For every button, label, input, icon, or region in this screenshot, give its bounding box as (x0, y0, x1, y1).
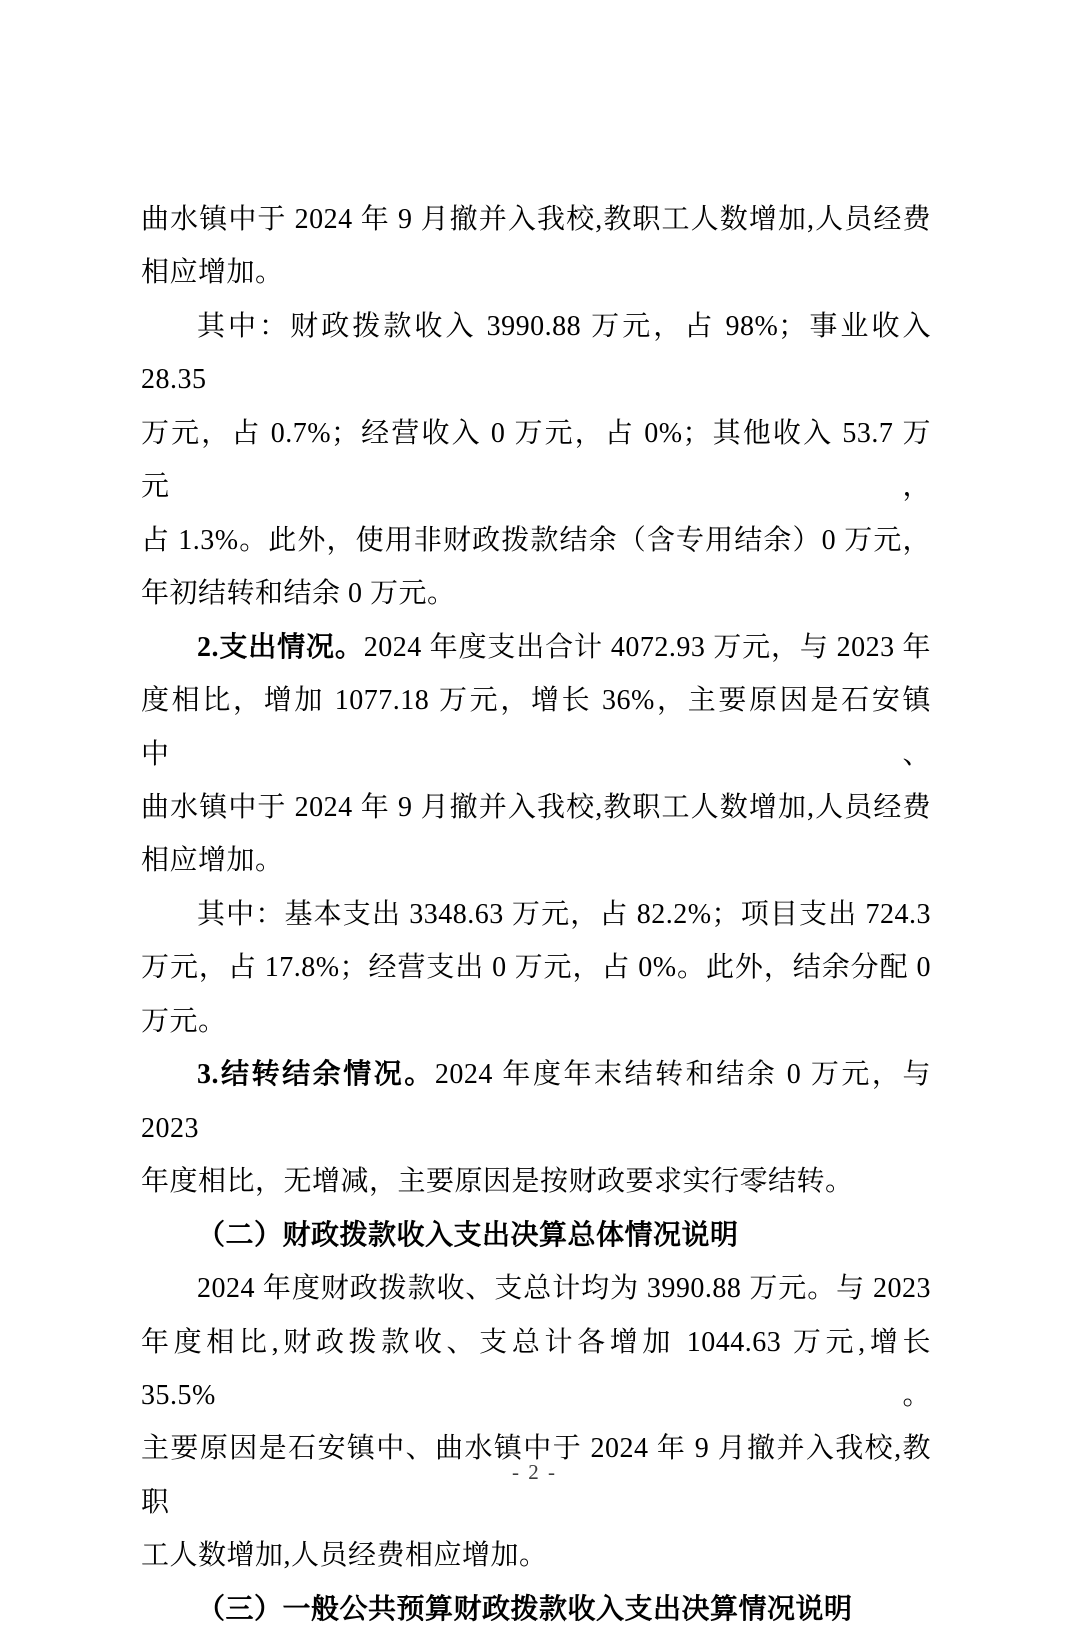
text-line (141, 1155, 931, 1208)
text-line (141, 567, 931, 620)
text-line (141, 888, 931, 941)
bold-lead-expenditure: 2.支出情况。 (197, 631, 364, 663)
line-text: 2024 年度支出合计 4072.93 万元，与 2023 年 (363, 631, 931, 663)
line-text: 曲水镇中于 2024 年 9 月撤并入我校,教职工人数增加,人员经费 (141, 791, 931, 823)
line-text: 年度相比，无增减，主要原因是按财政要求实行零结转。 (141, 1166, 854, 1198)
text-line (141, 1529, 931, 1582)
line-text: 2024 年度财政拨款收、支总计均为 3990.88 万元。与 2023 (197, 1273, 931, 1305)
line-text: 占 1.3%。此外，使用非财政拨款结余（含专用结余）0 万元， (141, 524, 931, 556)
text-line (141, 193, 931, 246)
text-line (141, 300, 931, 407)
bold-lead-carryover: 3.结转结余情况。 (197, 1059, 435, 1091)
text-line (141, 995, 931, 1048)
line-text: 年度相比,财政拨款收、支总计各增加 1044.63 万元,增长 35.5%。 (141, 1326, 931, 1411)
text-line-carryover-start (141, 1048, 931, 1155)
line-text: 曲水镇中于 2024 年 9 月撤并入我校,教职工人数增加,人员经费 (141, 204, 931, 235)
text-line-expenditure-start (141, 621, 931, 674)
text-line (141, 514, 931, 567)
line-text: 万元，占 17.8%；经营支出 0 万元，占 0%。此外，结余分配 0 (141, 952, 931, 984)
section-heading-3 (141, 1583, 931, 1636)
text-line (141, 1316, 931, 1423)
line-text: 万元。 (141, 1005, 227, 1037)
line-text: 2024 年度年末结转和结余 0 万元，与 2023 (141, 1059, 931, 1144)
line-text: 其中：财政拨款收入 3990.88 万元，占 98%；事业收入 28.35 (141, 310, 931, 396)
text-line (141, 941, 931, 994)
text-line (141, 246, 931, 299)
page-number: - 2 - (512, 1460, 557, 1484)
document-body (141, 193, 931, 1636)
text-line (141, 674, 931, 781)
line-text: 年初结转和结余 0 万元。 (141, 578, 456, 610)
heading-text: （三）一般公共预算财政拨款收入支出决算情况说明 (197, 1593, 853, 1625)
line-text: 相应增加。 (141, 257, 284, 289)
page-footer (0, 1460, 1069, 1485)
line-text: 主要原因是石安镇中、曲水镇中于 2024 年 9 月撤并入我校,教职 (141, 1433, 931, 1518)
line-text: 万元，占 0.7%；经营收入 0 万元，占 0%；其他收入 53.7 万元， (141, 417, 931, 503)
text-line (141, 407, 931, 514)
text-line (141, 834, 931, 887)
line-text: 其中：基本支出 3348.63 万元，占 82.2%；项目支出 724.3 (197, 898, 931, 930)
heading-text: （二）财政拨款收入支出决算总体情况说明 (197, 1219, 739, 1251)
text-line (141, 1262, 931, 1315)
line-text: 工人数增加,人员经费相应增加。 (141, 1540, 548, 1572)
line-text: 度相比，增加 1077.18 万元，增长 36%，主要原因是石安镇中、 (141, 685, 931, 770)
section-heading-2 (141, 1209, 931, 1262)
line-text: 相应增加。 (141, 845, 284, 877)
text-line (141, 781, 931, 834)
